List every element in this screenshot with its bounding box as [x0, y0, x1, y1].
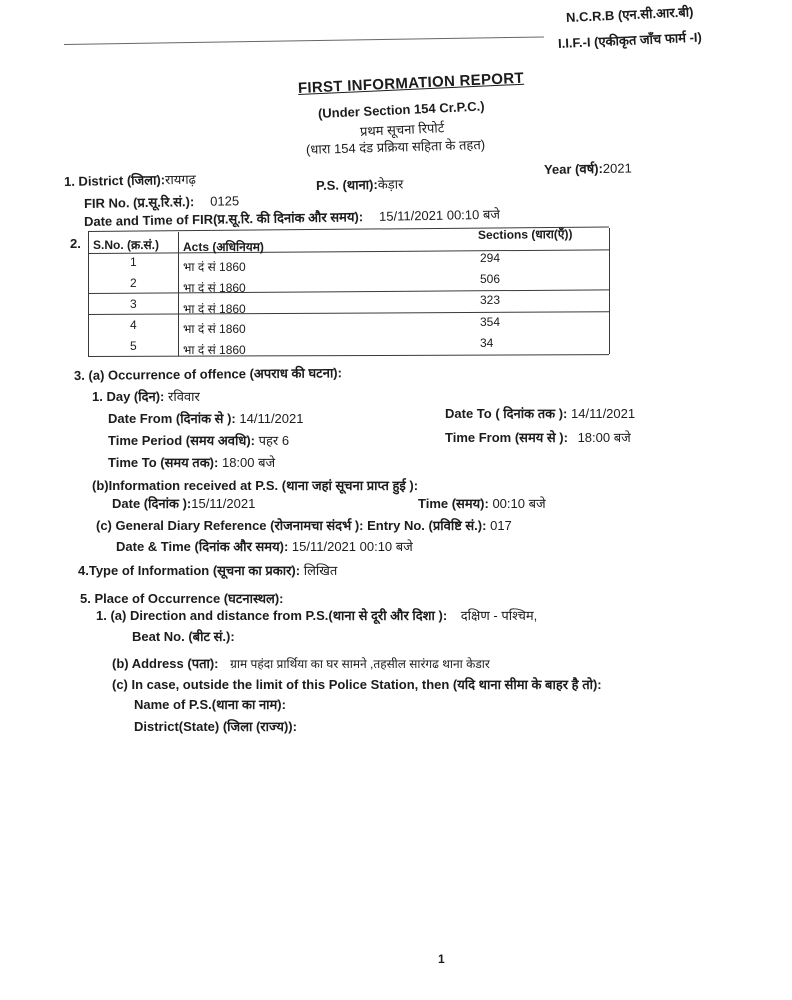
iif-header: I.I.F.-I (एकीकृत जाँच फार्म -I): [557, 29, 703, 51]
row-sno: 3: [130, 297, 137, 311]
time-period-value: पहर 6: [258, 433, 290, 448]
fir-value: 0125: [210, 193, 240, 209]
s2-num: 2.: [70, 236, 81, 251]
ncrb-header: N.C.R.B (एन.सी.आर.बी): [565, 4, 694, 25]
under-section: (Under Section 154 Cr.P.C.): [317, 98, 485, 121]
district-value: रायगढ़: [164, 171, 197, 188]
year-label: Year (वर्ष):: [543, 160, 603, 177]
outside-limit-label: (c) In case, outside the limit of this Police Station, then (यदि थाना सीमा के बाहर है तो):: [112, 677, 602, 692]
row-sno: 1: [130, 255, 137, 269]
page-number: 1: [438, 952, 445, 966]
time-period-label: Time Period (समय अवधि):: [108, 433, 256, 448]
occurrence-heading: 3. (a) Occurrence of offence (अपराध की घटना):: [73, 365, 343, 383]
ps-value: केड़ार: [377, 176, 404, 192]
date-from-value: 14/11/2021: [239, 411, 304, 426]
row-section: 506: [480, 272, 501, 286]
time-to-label: Time To (समय तक):: [108, 455, 219, 470]
row-section: 34: [480, 336, 494, 350]
info-type-field: [78, 561, 337, 579]
direction-value: दक्षिण - पश्चिम,: [460, 608, 538, 623]
fir-datetime-label: Date and Time of FIR(प्र.सू.रि. की दिनांक और समय):: [83, 209, 364, 229]
info-time-field: [418, 494, 546, 512]
day-field: [92, 387, 200, 405]
gd-label: (c) General Diary Reference (रोजनामचा संदर्भ ):: [96, 518, 364, 533]
row-section: 294: [480, 251, 501, 265]
date-from-field: [108, 409, 303, 427]
address-value: ग्राम पहंदा प्रार्थिया का घर सामने ,तहसील सारंगढ थाना केडार: [230, 657, 490, 671]
time-from-value: 18:00 बजे: [577, 430, 631, 445]
date-to-label: Date To ( दिनांक तक ):: [445, 406, 568, 421]
entry-label: Entry No. (प्रविष्टि सं.):: [367, 518, 487, 533]
date-to-field: [445, 404, 635, 422]
info-received-heading: (b)Information received at P.S. (थाना जहां सूचना प्राप्त हुई ):: [92, 478, 419, 493]
address-field: [112, 654, 490, 672]
time-to-value: 18:00 बजे: [221, 455, 276, 470]
info-time-label: Time (समय):: [418, 496, 489, 511]
row-sno: 5: [130, 339, 137, 353]
place-heading: 5. Place of Occurrence (घटनास्थल):: [80, 591, 284, 606]
time-period-field: [108, 431, 289, 449]
entry-value: 017: [490, 518, 512, 533]
info-date-field: [112, 494, 255, 512]
ps-name-label: Name of P.S.(थाना का नाम):: [134, 697, 286, 712]
header-acts: Acts (अधिनियम): [183, 240, 264, 254]
date-to-value: 14/11/2021: [571, 406, 636, 421]
gd-datetime-field: [116, 537, 413, 555]
date-from-label: Date From (दिनांक से ):: [108, 411, 236, 426]
fir-label: FIR No. (प्र.सू.रि.सं.):: [83, 194, 195, 211]
info-date-value: 15/11/2021: [191, 496, 256, 511]
time-from-field: [445, 428, 631, 446]
year-field: [544, 158, 632, 178]
day-value: रविवार: [168, 389, 200, 404]
info-date-label: Date (दिनांक ):: [112, 496, 192, 511]
report-title: FIRST INFORMATION REPORT: [297, 69, 525, 97]
direction-field: [96, 606, 537, 624]
header-sno: S.No. (क्र.सं.): [93, 238, 159, 252]
info-type-value: लिखित: [303, 563, 338, 578]
info-time-value: 00:10 बजे: [492, 496, 546, 511]
info-type-label: 4.Type of Information (सूचना का प्रकार):: [78, 563, 301, 578]
district-state-label: District(State) (जिला (राज्य)):: [134, 719, 297, 734]
day-label: 1. Day (दिन):: [92, 389, 165, 404]
hindi-title: प्रथम सूचना रिपोर्ट: [359, 120, 445, 139]
ps-field: [316, 174, 404, 194]
fir-datetime-value: 15/11/2021 00:10 बजे: [378, 206, 501, 224]
s1-num: 1.: [63, 173, 75, 189]
district-label: District (जिला):: [78, 172, 166, 189]
gd-field: [96, 516, 512, 534]
time-from-label: Time From (समय से ):: [445, 430, 568, 445]
row-sno: 4: [130, 318, 137, 332]
row-section: 323: [480, 293, 501, 307]
row-act: भा दं सं 1860: [183, 260, 246, 274]
row-act: भा दं सं 1860: [183, 343, 246, 357]
row-act: भा दं सं 1860: [183, 281, 246, 295]
address-label: (b) Address (पता):: [112, 656, 219, 671]
row-act: भा दं सं 1860: [183, 322, 246, 336]
district-field: [64, 170, 196, 190]
row-act: भा दं सं 1860: [183, 302, 246, 316]
gd-datetime-label: Date & Time (दिनांक और समय):: [116, 539, 289, 554]
hindi-section: (धारा 154 दंड प्रक्रिया सहिता के तहत): [305, 137, 486, 157]
ps-label: P.S. (थाना):: [315, 176, 378, 193]
year-value: 2021: [602, 160, 632, 176]
row-section: 354: [480, 315, 501, 329]
row-sno: 2: [130, 276, 137, 290]
header-divider: [64, 36, 544, 45]
beat-no-label: Beat No. (बीट सं.):: [132, 629, 235, 644]
gd-datetime-value: 15/11/2021 00:10 बजे: [291, 539, 413, 554]
time-to-field: [108, 453, 275, 471]
header-sections: Sections (धारा(एँ)): [477, 227, 573, 242]
direction-label: 1. (a) Direction and distance from P.S.(थाना से दूरी और दिशा ):: [96, 608, 448, 623]
